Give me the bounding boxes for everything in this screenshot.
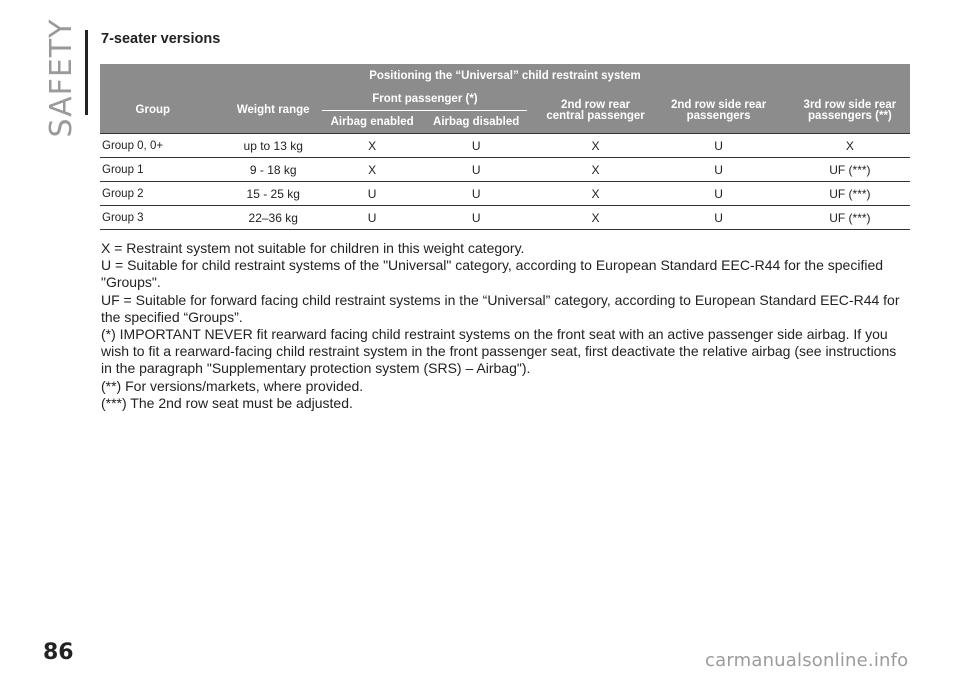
cell-row2-central: X — [544, 182, 648, 206]
cell-row3-side: X — [790, 134, 910, 158]
table-caption: Positioning the “Universal” child restraint system — [100, 64, 910, 88]
note-versions: (**) For versions/markets, where provided. — [101, 377, 364, 394]
cell-row2-side: U — [667, 206, 771, 230]
cell-airbag-enabled: X — [322, 158, 421, 182]
cell-row3-side: UF (***) — [790, 182, 910, 206]
note-important: (*) IMPORTANT NEVER fit rearward facing child restraint systems on the front seat with an active passenger side airbag. If you wish to fit a rearward-facing child restraint system in the front passenger seat, first deactivate the relative airbag (see instructions in the paragraph "Supplementary protection system (SRS) – Airbag"). — [101, 326, 897, 377]
section-side-label — [40, 18, 84, 138]
note-uf: UF = Suitable for forward facing child restraint systems in the “Universal” category, according to European Standard EEC-R44 for the specified “Groups”. — [101, 291, 900, 325]
header-airbag-enabled: Airbag enabled — [322, 111, 421, 134]
header-weight-range: Weight range — [224, 88, 322, 134]
cell-airbag-disabled: U — [425, 182, 528, 206]
cell-airbag-disabled: U — [425, 158, 528, 182]
cell-airbag-disabled: U — [425, 134, 528, 158]
note-seat-adjust: (***) The 2nd row seat must be adjusted. — [101, 394, 353, 411]
cell-row2-side: U — [667, 158, 771, 182]
header-gap — [527, 88, 543, 134]
cell-group: Group 2 — [100, 182, 206, 206]
cell-row2-central: X — [544, 134, 648, 158]
cell-weight: up to 13 kg — [224, 134, 322, 158]
header-gap — [770, 88, 789, 134]
cell-row3-side: UF (***) — [790, 158, 910, 182]
side-label-text: SAFETY — [44, 18, 79, 138]
cell-row2-side: U — [667, 182, 771, 206]
page-number: 86 — [43, 640, 74, 665]
cell-airbag-disabled: U — [425, 206, 528, 230]
cell-weight: 9 - 18 kg — [224, 158, 322, 182]
cell-row2-side: U — [667, 134, 771, 158]
restraint-table — [100, 64, 910, 230]
cell-weight: 22–36 kg — [224, 206, 322, 230]
note-x: X = Restraint system not suitable for children in this weight category. — [101, 240, 525, 256]
header-group: Group — [100, 88, 206, 134]
header-airbag-disabled: Airbag disabled — [425, 111, 528, 134]
cell-row3-side: UF (***) — [790, 206, 910, 230]
header-gap — [647, 88, 666, 134]
header-row3-side: 3rd row side rear passengers (**) — [790, 88, 910, 134]
cell-group: Group 1 — [100, 158, 206, 182]
cell-airbag-enabled: U — [322, 182, 421, 206]
note-u: U = Suitable for child restraint systems of the "Universal" category, according to European Standard EEC-R44 for the specified "Groups". — [101, 257, 884, 291]
cell-row2-central: X — [544, 206, 648, 230]
header-gap — [206, 88, 224, 134]
header-row2-central: 2nd row rear central passenger — [544, 88, 648, 134]
table-row — [100, 182, 910, 206]
table-row — [100, 134, 910, 158]
table-row — [100, 206, 910, 230]
cell-group: Group 3 — [100, 206, 206, 230]
cell-group: Group 0, 0+ — [100, 134, 206, 158]
side-divider — [85, 30, 88, 115]
cell-airbag-enabled: X — [322, 134, 421, 158]
header-front-passenger: Front passenger (*) — [322, 88, 527, 111]
section-title: 7-seater versions — [101, 31, 221, 47]
watermark-text: carmanualsonline.info — [705, 650, 909, 671]
header-row2-side: 2nd row side rear passengers — [667, 88, 771, 134]
cell-weight: 15 - 25 kg — [224, 182, 322, 206]
table-notes — [101, 240, 901, 412]
cell-airbag-enabled: U — [322, 206, 421, 230]
cell-row2-central: X — [544, 158, 648, 182]
table-row — [100, 158, 910, 182]
